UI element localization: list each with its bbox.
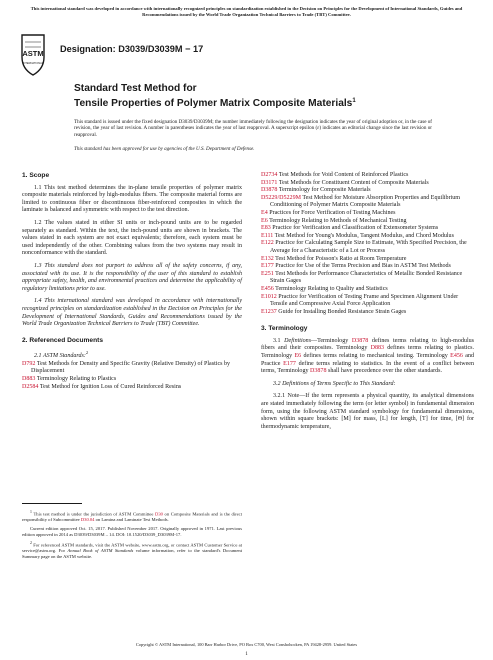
- title-main: Tensile Properties of Polymer Matrix Composite Materials: [74, 98, 353, 109]
- t31-d: defines terms relating to high-modulus fibers and their composites. Terminology: [261, 337, 474, 352]
- terminology-heading: 3. Terminology: [261, 325, 308, 333]
- reference-code-link[interactable]: D5229/D5229M: [261, 194, 301, 201]
- t31-g: and Practice: [261, 353, 474, 367]
- reference-title: Test Method for Moisture Absorption Properties and Equilibrium Conditioning of Polymer Matrix Composite Materials: [270, 194, 461, 209]
- reference-item: [22, 384, 242, 392]
- reference-code-link[interactable]: D883: [22, 376, 36, 383]
- reference-title: Terminology Relating to Quality and Statistics: [273, 285, 388, 292]
- reference-title: Terminology Relating to Methods of Mechanical Testing: [267, 217, 407, 224]
- footnote-1-text-a: This test method is under the jurisdiction of ASTM Committee: [33, 511, 155, 517]
- t31-definitions: Definitions: [284, 337, 312, 344]
- footnote-rule: [22, 503, 82, 504]
- terminology-3-1: [261, 338, 474, 376]
- link-d30[interactable]: D30: [155, 511, 163, 517]
- reference-title: Test Methods for Density and Specific Gravity (Relative Density) of Plastics by Displacement: [31, 360, 231, 375]
- refdocs-heading: 2. Referenced Documents: [22, 336, 103, 344]
- t31-h: define terms relating to statistics. In the event of a conflict between terms, Terminology: [261, 360, 474, 375]
- t31-i: shall have precedence over the other standards.: [326, 368, 442, 375]
- designation: Designation: D3039/D3039M − 17: [60, 44, 204, 54]
- reference-item: [261, 240, 474, 255]
- reference-code-link[interactable]: E456: [261, 285, 274, 292]
- reference-item: [261, 172, 474, 180]
- reference-item: [261, 256, 474, 264]
- link-e6[interactable]: E6: [294, 353, 302, 360]
- link-d3878-2[interactable]: D3878: [310, 368, 327, 375]
- footnotes: [22, 510, 242, 563]
- reference-code-link[interactable]: E111: [261, 232, 274, 239]
- reference-code-link[interactable]: E4: [261, 209, 268, 216]
- reference-item: [261, 263, 474, 271]
- footnote-2: [22, 541, 242, 560]
- reference-item: [261, 210, 474, 218]
- reference-title: Test Method for Poisson's Ratio at Room Temperature: [273, 255, 407, 262]
- t31-b: —Terminology: [311, 337, 352, 344]
- scope-1-4: 1.4 This international standard was developed in accordance with internationally recognized principles on standardization established in the Decision on Principles for the Development of International Standards, Guides and Recommendations issued by the World Trade Organization Technical Barriers to Trade (TBT) Committee.: [22, 298, 242, 328]
- reference-code-link[interactable]: E1012: [261, 293, 277, 300]
- title-line-2: [74, 95, 434, 110]
- reference-code-link[interactable]: E177: [261, 263, 274, 270]
- reference-code-link[interactable]: E1237: [261, 308, 277, 315]
- footnote-2-text-b: volume information, refer to the standard's Document Summary page on the ASTM website.: [22, 548, 242, 559]
- scope-1-1: 1.1 This test method determines the in-plane tensile properties of polymer matrix composite materials reinforced by high-modulus fibers. The composite material forms are limited to continuous fiber or discontinuous fiber-reinforced composites in which the laminate is balanced and symmetric with respect to the test direction.: [22, 184, 242, 214]
- scope-1-2: 1.2 The values stated in either SI units or inch-pound units are to be regarded separately as standard. Within the text, the inch-pound units are shown in brackets. The values stated in each system are not exact equivalents; therefore, each system must be used independently of the other. Combining values from the two systems may result in nonconformance with the standard.: [22, 219, 242, 257]
- reference-code-link[interactable]: D2584: [22, 383, 39, 390]
- reference-title: Terminology for Composite Materials: [277, 187, 371, 194]
- t31-e: defines terms relating to plastics. Terminology: [261, 345, 474, 360]
- footnote-1-text-c: on Lamina and Laminate Test Methods.: [94, 517, 169, 523]
- footnote-2-text-a: For referenced ASTM standards, visit the ASTM website, www.astm.org, or contact ASTM Customer Service at service@astm.org. For: [22, 542, 242, 554]
- document-title: [74, 83, 434, 110]
- right-column: [261, 172, 474, 436]
- reference-title: Test Methods for Constituent Content of Composite Materials: [277, 179, 429, 186]
- title-footnote-mark: 1: [352, 98, 356, 104]
- wto-preamble: This international standard was developed in accordance with internationally recognized principles on standardization established in the Decision on Principles for the Development of International Standards, Guides and Recommendations issued by the World Trade Organization Technical Barriers to Trade (TBT) Committee.: [30, 6, 463, 17]
- issued-note: This standard is issued under the fixed designation D3039/D3039M; the number immediately following the designation indicates the year of original adoption or, in the case of revision, the year of last revision. A number in parentheses indicates the year of last reapproval. A superscript epsilon (ε) indicates an editorial change since the last revision or reapproval.: [74, 119, 432, 138]
- terminology-3-2-1: 3.2.1 Note—If the term represents a physical quantity, its analytical dimensions are stated immediately following the term (or letter symbol) in fundamental dimension form, using the following ASTM standard symbology for fundamental dimensions, shown within square brackets: [M] for mass, [L] for length, [T] for time, [Θ] for thermodynamic temperature,: [261, 393, 474, 430]
- astm-logo: [20, 33, 46, 77]
- reference-code-link[interactable]: E6: [261, 217, 268, 224]
- reference-code-link[interactable]: D3878: [261, 187, 278, 194]
- left-column: [22, 172, 242, 391]
- footnote-1b: Current edition approved Oct. 15, 2017. Published November 2017. Originally approved in 1971. Last previous edition approved in 2014 as D3039/D3039M – 14. DOI: 10.1520/D3039_D3039M-17.: [22, 526, 242, 537]
- footnote-1: [22, 510, 242, 523]
- footnote-2-mark: 2: [30, 540, 32, 545]
- scope-heading: 1. Scope: [22, 172, 50, 179]
- approved-note: This standard has been approved for use by agencies of the U.S. Department of Defense.: [74, 146, 255, 152]
- reference-list-left: [22, 361, 242, 391]
- page-number: 1: [245, 651, 248, 657]
- reference-title: Test Method for Young's Modulus, Tangent Modulus, and Chord Modulus: [273, 232, 454, 239]
- reference-item: [261, 309, 474, 317]
- terminology-3-2: 3.2 Definitions of Terms Specific to This Standard:: [273, 380, 396, 387]
- reference-code-link[interactable]: E122: [261, 240, 274, 247]
- svg-text:ASTM: ASTM: [22, 49, 44, 58]
- footnote-1-mark: 1: [30, 510, 32, 514]
- reference-title: Practice for Verification of Testing Frame and Specimen Alignment Under Tensile and Compressive Axial Force Application: [270, 293, 459, 308]
- reference-title: Practice for Use of the Terms Precision and Bias in ASTM Test Methods: [273, 263, 451, 270]
- reference-code-link[interactable]: D2734: [261, 172, 278, 178]
- t31-f: defines terms relating to mechanical testing. Terminology: [301, 353, 451, 360]
- reference-title: Test Methods for Performance Characteristics of Metallic Bonded Resistance Strain Gages: [270, 270, 463, 285]
- link-d883[interactable]: D883: [370, 345, 385, 352]
- reference-title: Test Method for Ignition Loss of Cured Reinforced Resins: [38, 383, 182, 390]
- reference-item: [261, 225, 474, 233]
- reference-list-right: [261, 172, 474, 316]
- copyright-footer: Copyright © ASTM International, 100 Barr Harbor Drive, PO Box C700, West Conshohocken, PA 19428-2959. United States: [135, 642, 358, 647]
- svg-text:INTERNATIONAL: INTERNATIONAL: [22, 62, 44, 65]
- title-line-1: Standard Test Method for: [74, 83, 197, 94]
- footnote-2-italic: Annual Book of ASTM Standards: [67, 548, 134, 554]
- reference-item: [261, 187, 474, 195]
- footnote-1-text-b: on Composite Materials and is the direct responsibility of Subcommittee: [22, 511, 242, 523]
- reference-title: Practices for Force Verification of Testing Machines: [267, 209, 396, 216]
- astm-standards-text: 2.1 ASTM Standards:: [34, 353, 86, 360]
- reference-item: [22, 376, 242, 384]
- link-e456[interactable]: E456: [450, 353, 463, 360]
- reference-title: Test Methods for Void Content of Reinforced Plastics: [277, 172, 409, 178]
- reference-item: [261, 294, 474, 309]
- reference-item: [261, 286, 474, 294]
- reference-title: Practice for Verification and Classification of Extensometer Systems: [270, 225, 439, 232]
- link-d3878[interactable]: D3878: [351, 337, 369, 344]
- reference-item: [22, 361, 242, 376]
- reference-title: Practice for Calculating Sample Size to Estimate, With Specified Precision, the Average for a Characteristic of a Lot or Process: [270, 240, 467, 254]
- footnote-mark-2: 2: [85, 350, 89, 356]
- reference-item: [261, 271, 474, 286]
- astm-standards-label: [22, 349, 242, 361]
- scope-1-3: 1.3 This standard does not purport to address all of the safety concerns, if any, associated with its use. It is the responsibility of the user of this standard to establish appropriate safety, health, and environmental practices and determine the applicability of regulatory limitations prior to use.: [22, 262, 242, 292]
- reference-code-link[interactable]: E83: [261, 225, 271, 232]
- reference-item: [261, 195, 474, 210]
- link-d30-04[interactable]: D30.04: [80, 517, 95, 523]
- link-e177[interactable]: E177: [283, 360, 296, 367]
- reference-code-link[interactable]: D3171: [261, 179, 278, 186]
- t31-a: 3.1: [273, 337, 285, 344]
- reference-title: Guide for Installing Bonded Resistance Strain Gages: [276, 308, 407, 315]
- reference-code-link[interactable]: D792: [22, 360, 36, 367]
- reference-title: Terminology Relating to Plastics: [35, 376, 117, 383]
- reference-code-link[interactable]: E132: [261, 255, 274, 262]
- reference-code-link[interactable]: E251: [261, 270, 274, 277]
